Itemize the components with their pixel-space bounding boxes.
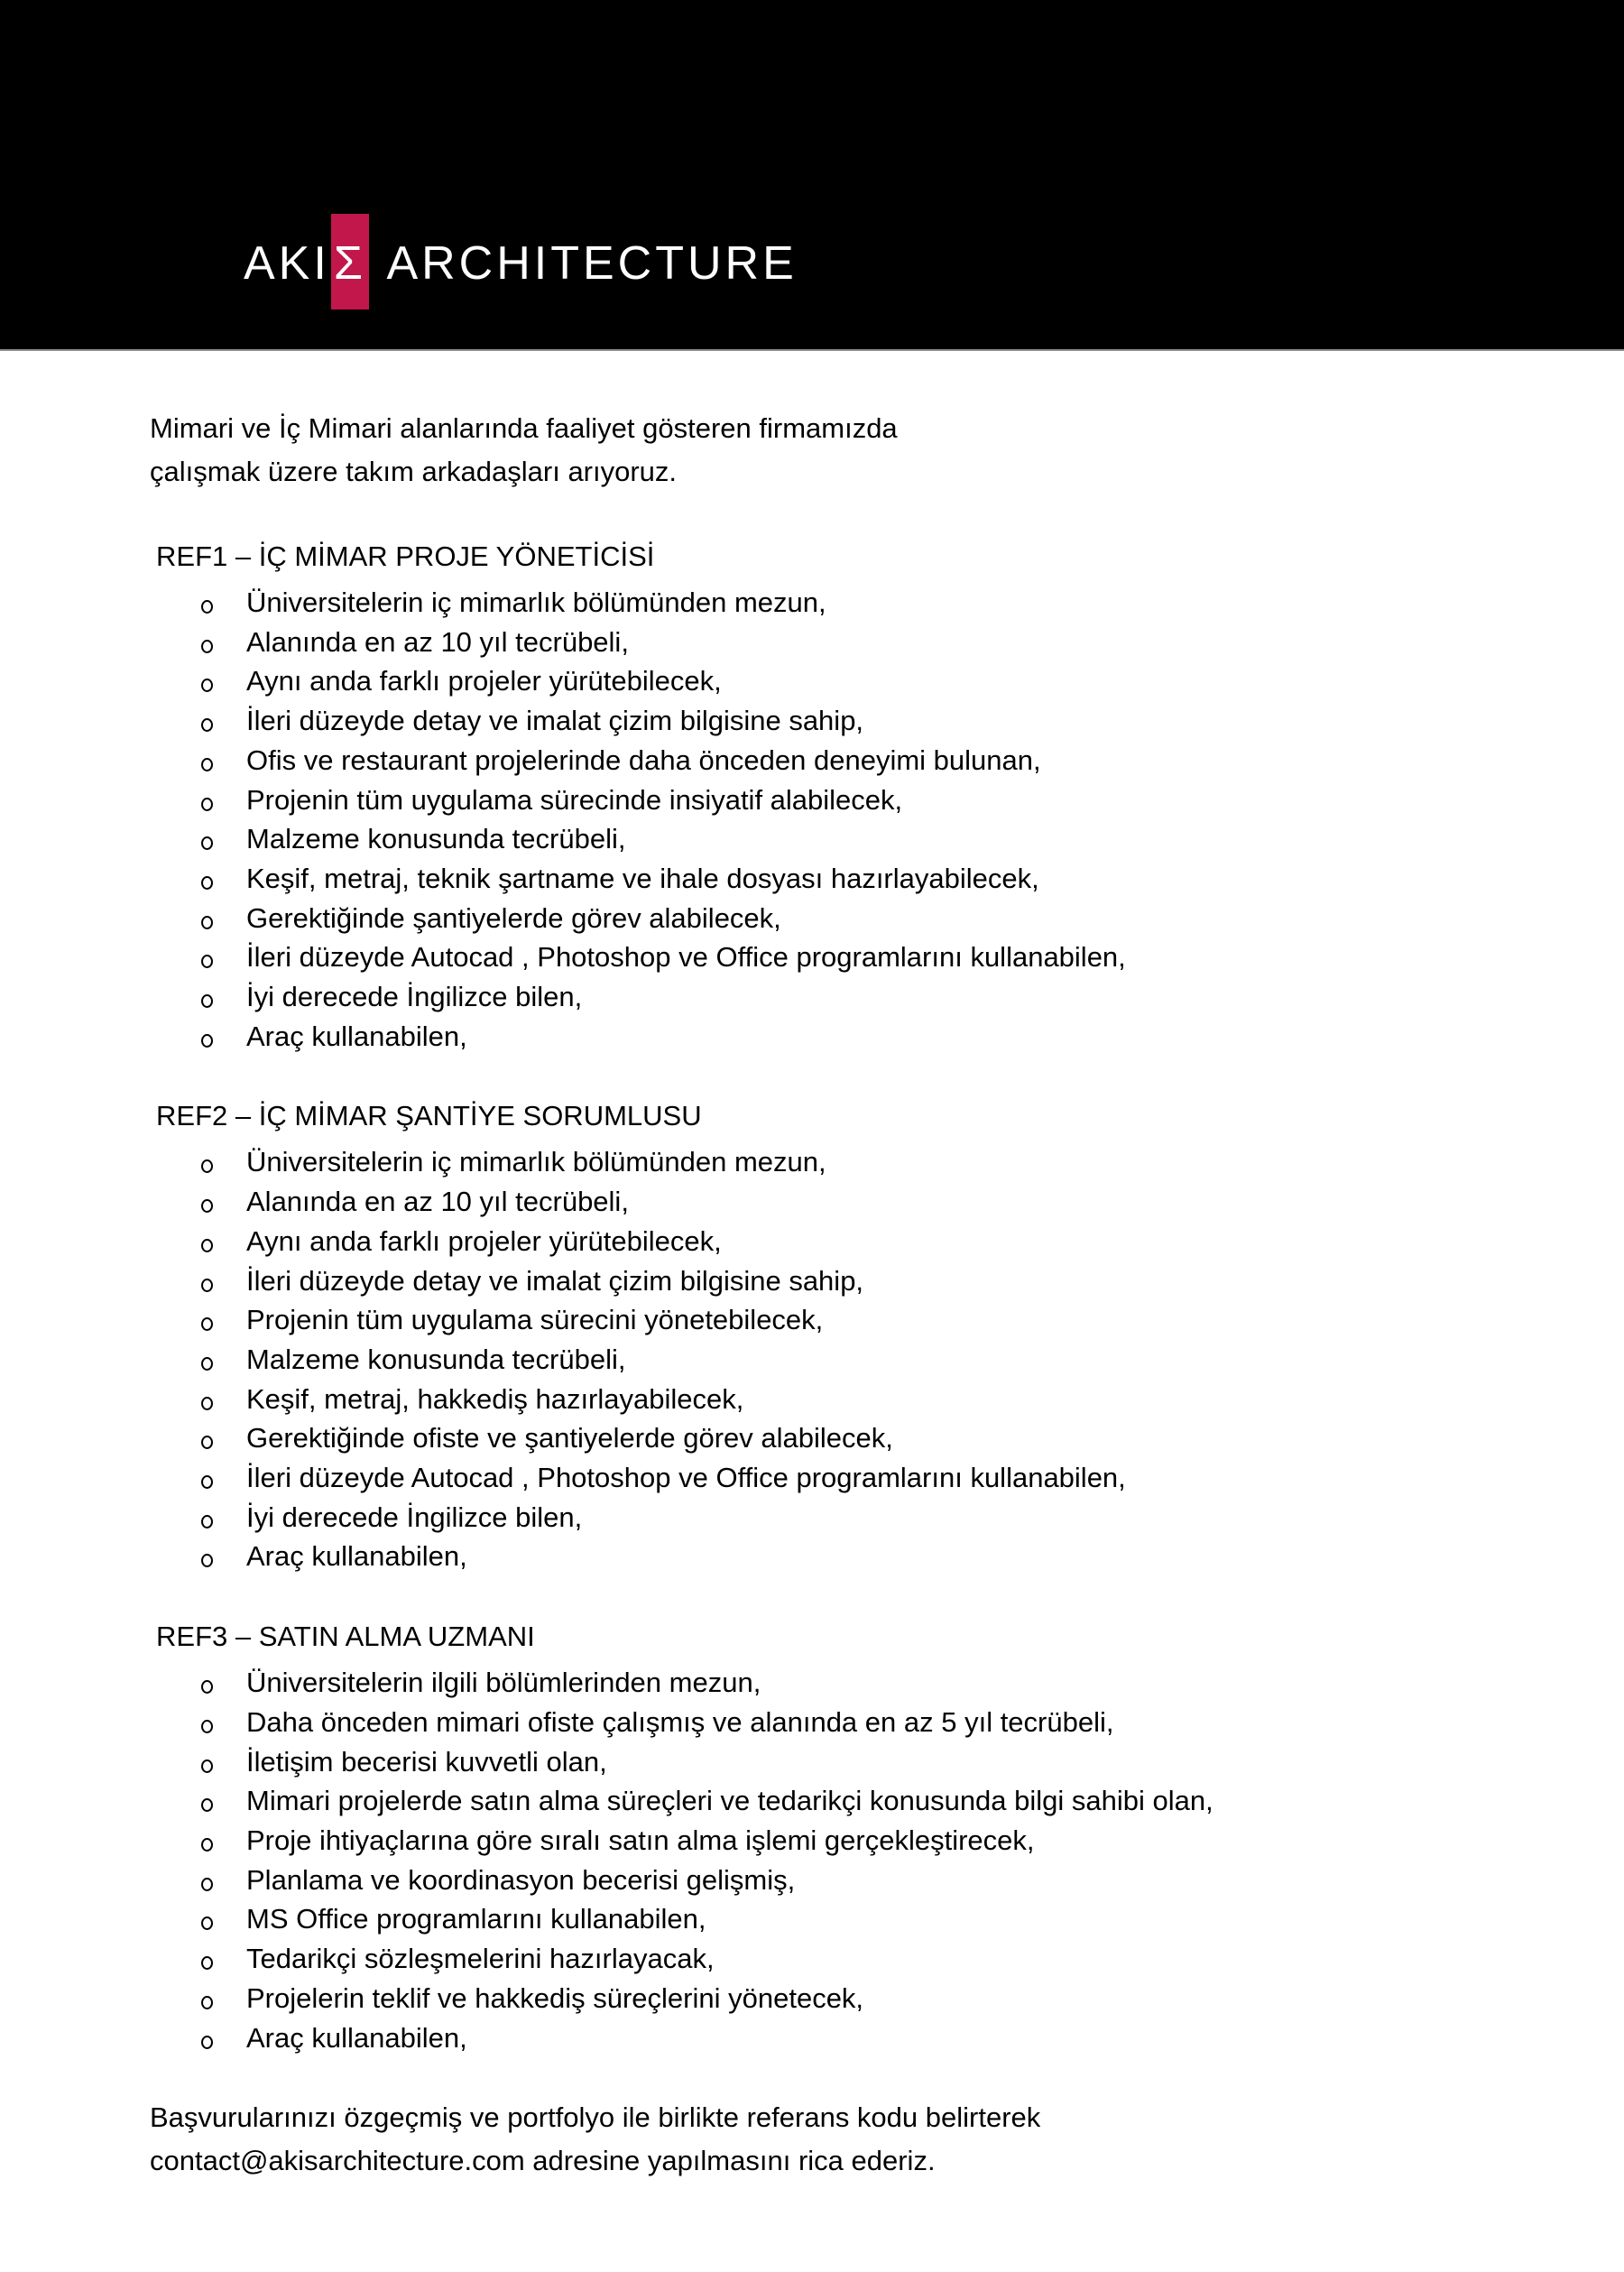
section-title: REF3 – SATIN ALMA UZMANI xyxy=(156,1621,535,1653)
section-title: REF1 – İÇ MİMAR PROJE YÖNETİCİSİ xyxy=(156,540,655,572)
requirement-list xyxy=(150,1663,1552,2057)
requirement-item: İleri düzeyde detay ve imalat çizim bilgisine sahip, xyxy=(150,1261,1552,1301)
logo-sigma-mark: Σ xyxy=(331,214,369,309)
requirement-item: Üniversitelerin ilgili bölümlerinden mezun, xyxy=(150,1663,1552,1703)
requirement-item: Projenin tüm uygulama sürecinde insiyatif alabilecek, xyxy=(150,780,1552,820)
application-instructions xyxy=(150,2096,1552,2183)
requirement-item: MS Office programlarını kullanabilen, xyxy=(150,1899,1552,1939)
requirement-item: Planlama ve koordinasyon becerisi gelişmiş, xyxy=(150,1861,1552,1900)
company-logo xyxy=(244,237,798,290)
closing-line: Başvurularınızı özgeçmiş ve portfolyo ile birlikte referans kodu belirterek xyxy=(150,2101,1041,2134)
requirement-item: Proje ihtiyaçlarına göre sıralı satın alma işlemi gerçekleştirecek, xyxy=(150,1821,1552,1861)
logo-prefix: AKI xyxy=(244,237,330,290)
requirement-item: Araç kullanabilen, xyxy=(150,1017,1552,1057)
section-ref1 xyxy=(150,535,1552,1056)
requirement-list xyxy=(150,1142,1552,1576)
requirement-item: İletişim becerisi kuvvetli olan, xyxy=(150,1742,1552,1782)
section-title: REF2 – İÇ MİMAR ŞANTİYE SORUMLUSU xyxy=(156,1100,702,1132)
requirement-item: Malzeme konusunda tecrübeli, xyxy=(150,1340,1552,1380)
requirement-item: Tedarikçi sözleşmelerini hazırlayacak, xyxy=(150,1939,1552,1979)
closing-line: contact@akisarchitecture.com adresine yapılmasını rica ederiz. xyxy=(150,2145,936,2177)
requirement-item: Araç kullanabilen, xyxy=(150,1537,1552,1576)
intro-line: Mimari ve İç Mimari alanlarında faaliyet gösteren firmamızda xyxy=(150,412,898,444)
requirement-item: İleri düzeyde Autocad , Photoshop ve Office programlarını kullanabilen, xyxy=(150,1458,1552,1498)
requirement-item: Projenin tüm uygulama sürecini yönetebilecek, xyxy=(150,1300,1552,1340)
requirement-item: Aynı anda farklı projeler yürütebilecek, xyxy=(150,661,1552,701)
requirement-item: İleri düzeyde Autocad , Photoshop ve Office programlarını kullanabilen, xyxy=(150,937,1552,977)
requirement-item: Alanında en az 10 yıl tecrübeli, xyxy=(150,1182,1552,1222)
section-ref2 xyxy=(150,1094,1552,1576)
requirement-item: Malzeme konusunda tecrübeli, xyxy=(150,819,1552,859)
requirement-item: Alanında en az 10 yıl tecrübeli, xyxy=(150,623,1552,662)
requirement-item: Gerektiğinde ofiste ve şantiyelerde görev alabilecek, xyxy=(150,1418,1552,1458)
document-body xyxy=(0,351,1624,2183)
requirement-item: Araç kullanabilen, xyxy=(150,2018,1552,2058)
requirement-item: Aynı anda farklı projeler yürütebilecek, xyxy=(150,1222,1552,1261)
masthead xyxy=(0,0,1624,351)
requirement-item: İleri düzeyde detay ve imalat çizim bilgisine sahip, xyxy=(150,701,1552,741)
requirement-item: Keşif, metraj, hakkediş hazırlayabilecek, xyxy=(150,1380,1552,1419)
requirement-list xyxy=(150,583,1552,1056)
requirement-item: Ofis ve restaurant projelerinde daha önceden deneyimi bulunan, xyxy=(150,741,1552,780)
requirement-item: Keşif, metraj, teknik şartname ve ihale dosyası hazırlayabilecek, xyxy=(150,859,1552,899)
intro-line: çalışmak üzere takım arkadaşları arıyoruz. xyxy=(150,456,678,487)
requirement-item: Daha önceden mimari ofiste çalışmış ve alanında en az 5 yıl tecrübeli, xyxy=(150,1703,1552,1742)
requirement-item: Mimari projelerde satın alma süreçleri ve tedarikçi konusunda bilgi sahibi olan, xyxy=(150,1781,1552,1821)
requirement-item: Projelerin teklif ve hakkediş süreçlerini yönetecek, xyxy=(150,1979,1552,2018)
requirement-item: Üniversitelerin iç mimarlık bölümünden mezun, xyxy=(150,1142,1552,1182)
section-ref3 xyxy=(150,1615,1552,2057)
requirement-item: İyi derecede İngilizce bilen, xyxy=(150,1498,1552,1538)
intro-paragraph xyxy=(150,407,1552,494)
requirement-item: Gerektiğinde şantiyelerde görev alabilecek, xyxy=(150,899,1552,938)
requirement-item: Üniversitelerin iç mimarlık bölümünden mezun, xyxy=(150,583,1552,623)
requirement-item: İyi derecede İngilizce bilen, xyxy=(150,977,1552,1017)
logo-word: ARCHITECTURE xyxy=(386,237,798,290)
